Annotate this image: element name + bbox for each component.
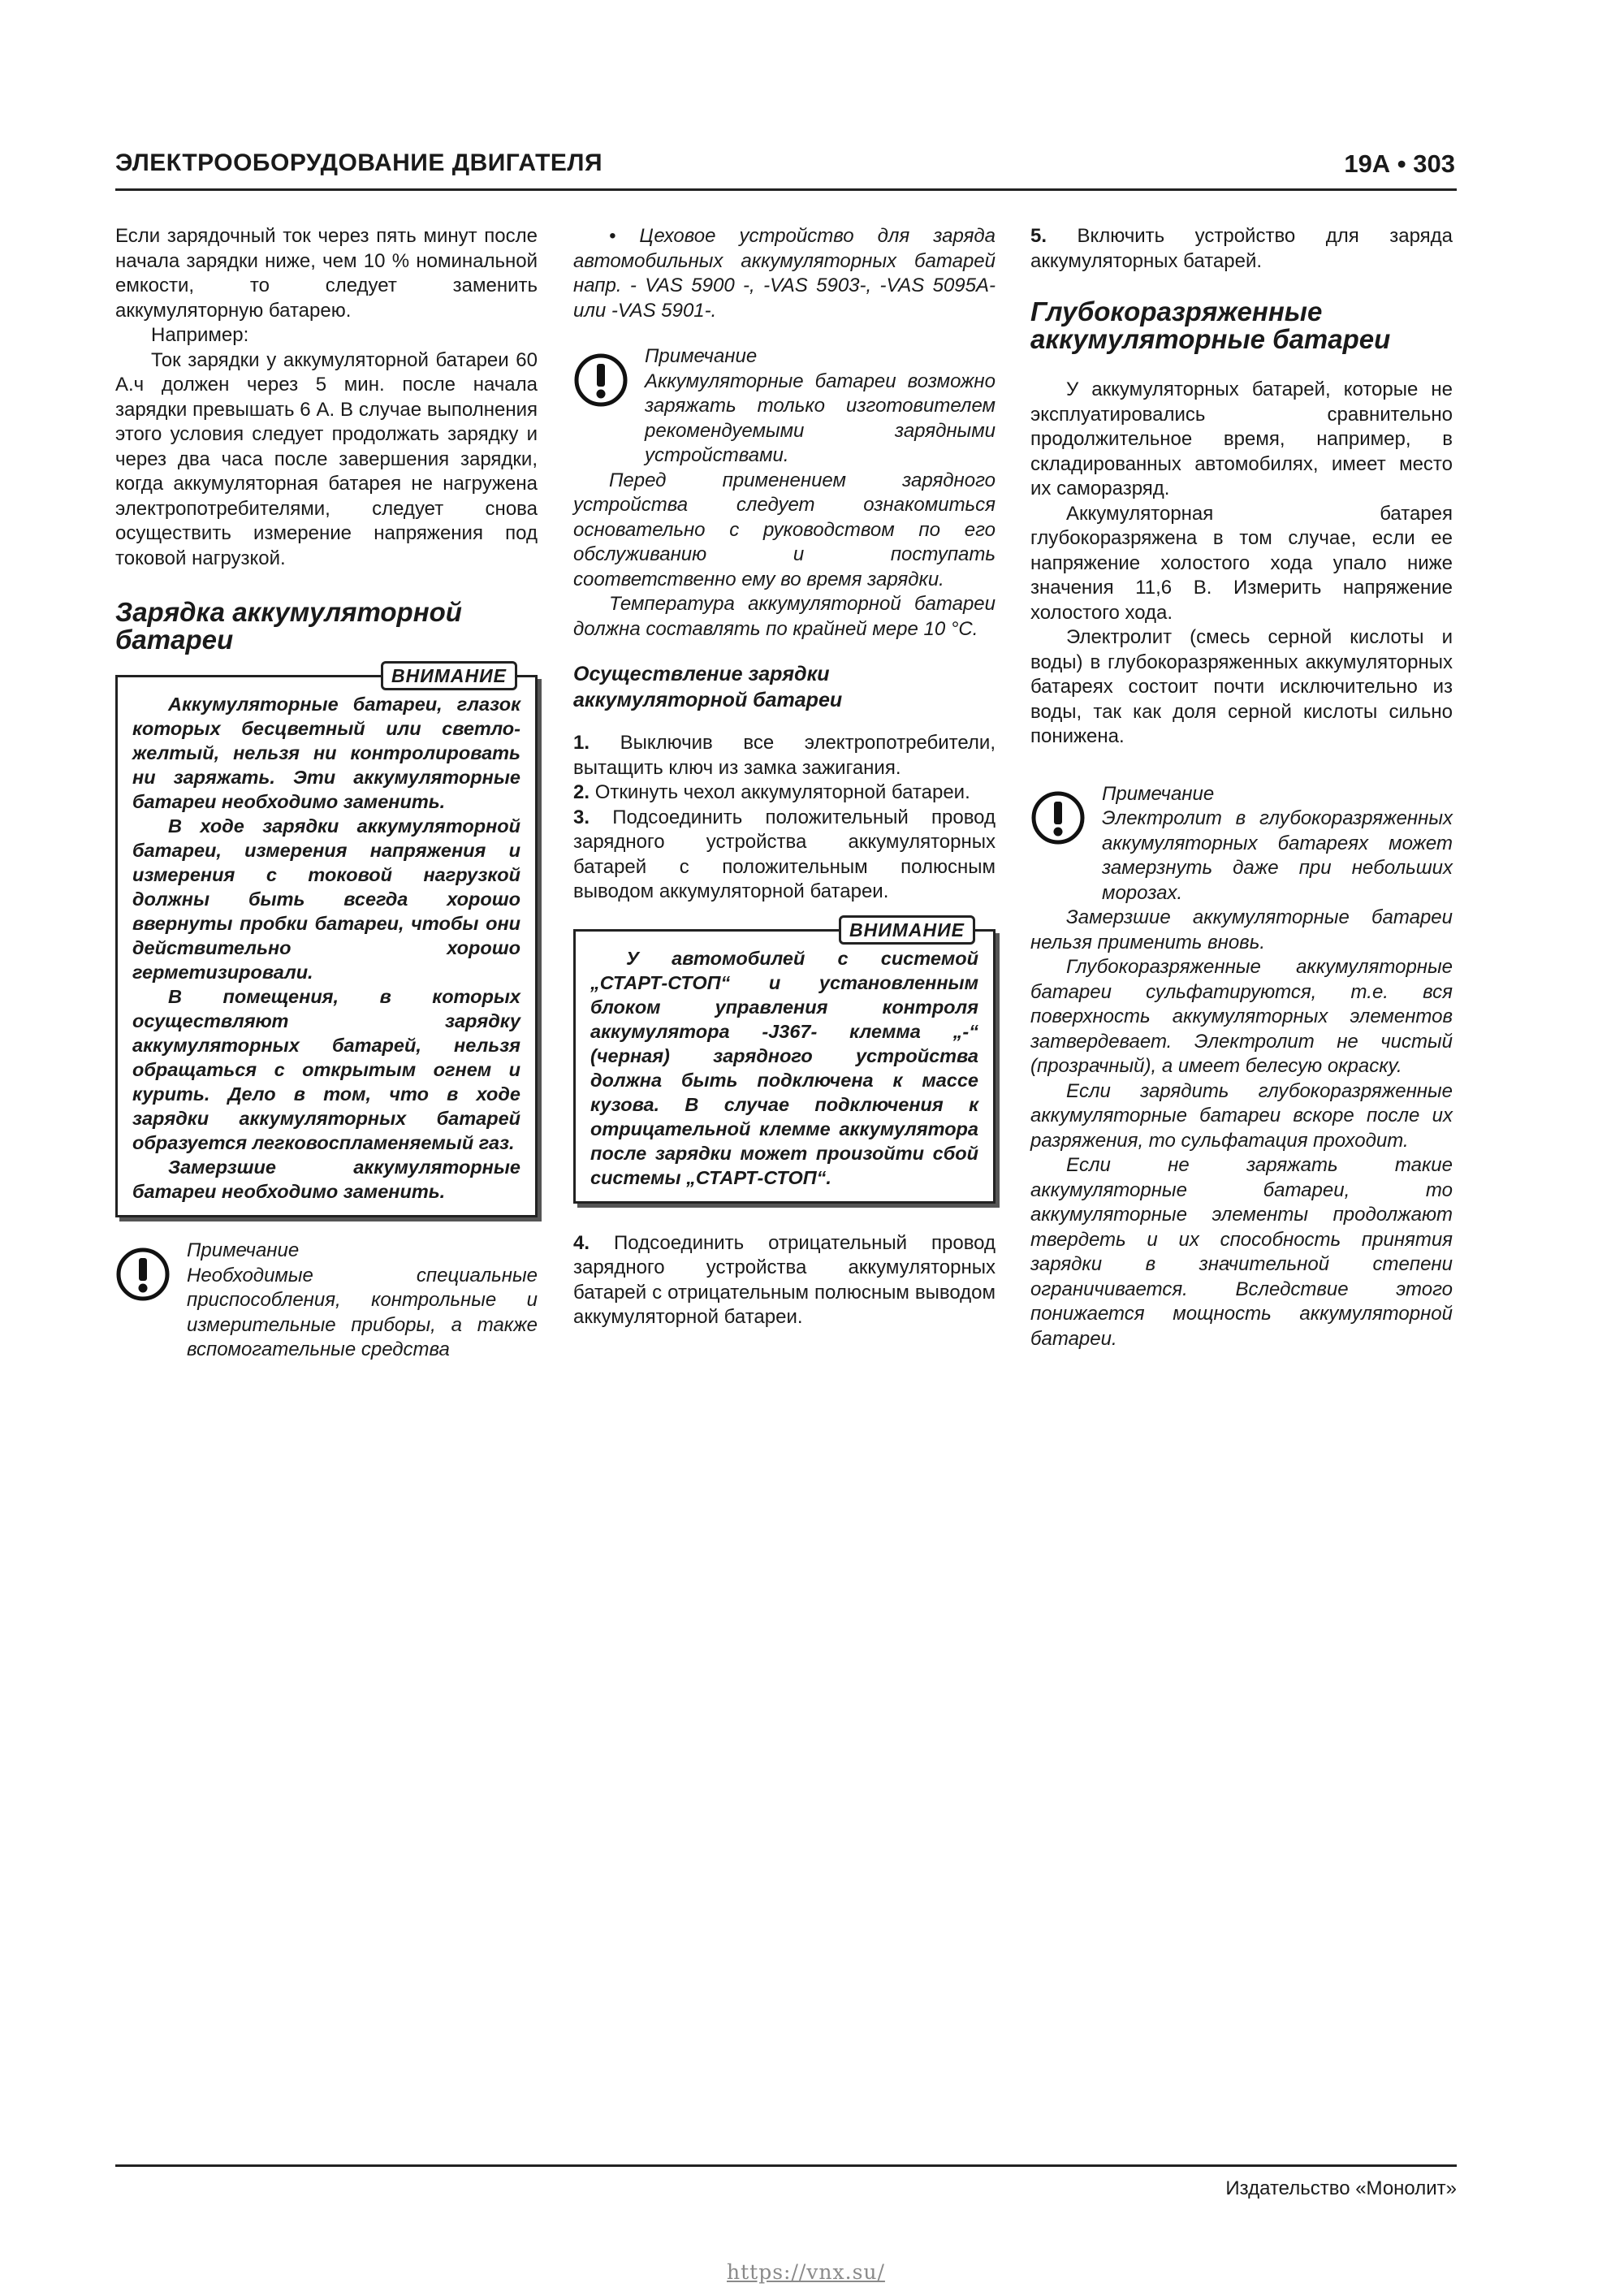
header-rule [115, 188, 1457, 191]
note-text: Необходимые специальные приспособления, контрольные и измерительные приборы, а также вспомогательные средства [187, 1264, 538, 1360]
note-text: Перед применением зарядного устройства следует ознакомиться основательно с руководством по его обслуживанию и поступать соответственно ему во время зарядки. [573, 469, 996, 590]
exclamation-icon [1030, 790, 1086, 845]
watermark-url[interactable]: https://vnx.su/ [727, 2260, 885, 2284]
chapter-title: ЭЛЕКТРООБОРУДОВАНИЕ ДВИГАТЕЛЯ [115, 149, 603, 176]
note-text: Аккумуляторные батареи возможно заряжать только изготовителем рекомендуемыми зарядными устройствами. [645, 370, 996, 466]
column-3 [1030, 224, 1453, 1351]
note-text: Замерзшие аккумуляторные батареи нельзя применить вновь. [1030, 906, 1453, 953]
warning-text: У автомобилей с системой „СТАРТ-СТОП“ и установленным блоком управления контроля аккумулятора -J367- клемма „-“ (черная) зарядного устройства должна быть подключена к массе кузова. В случае подключения к отрицательной клемме аккумулятора после зарядки может произойти сбой системы „СТАРТ-СТОП“. [590, 947, 978, 1188]
warning-label: ВНИМАНИЕ [381, 661, 517, 690]
note-text: Электролит в глубокоразряженных аккумуляторных батареях может замерзнуть даже при небольших морозах. [1102, 807, 1453, 904]
note-block [115, 1239, 538, 1363]
paragraph: Аккумуляторная батарея глубокоразряжена в том случае, если ее напряжение холостого хода упало ниже значения 11,6 В. Измерить напряжение холостого хода. [1030, 502, 1453, 624]
section-title: Зарядка аккумуляторной батареи [115, 597, 462, 655]
bullet-item: • Цеховое устройство для заряда автомобильных аккумуляторных батарей напр. - VAS 5900 -, -VAS 5903-, -VAS 5095A- или -VAS 5901-. [573, 225, 996, 322]
paragraph: Если зарядочный ток через пять минут после начала зарядки ниже, чем 10 % номинальной емкости, то следует заменить аккумуляторную батарею. [115, 225, 538, 322]
page-header [115, 146, 1455, 195]
subheading: Осуществление зарядки аккумуляторной батареи [573, 663, 843, 711]
step-item: 4. Подсоединить отрицательный провод зарядного устройства аккумуляторных батарей с отрицательным полюсным выводом аккумуляторной батареи. [573, 1231, 996, 1328]
warning-text: Замерзшие аккумуляторные батареи необходимо заменить. [132, 1157, 520, 1202]
note-heading: Примечание [645, 345, 758, 367]
note-text: Если зарядить глубокоразряженные аккумуляторные батареи вскоре после их разряжения, то сульфатация проходит. [1030, 1079, 1453, 1152]
warning-text: Аккумуляторные батареи, глазок которых бесцветный или светло-желтый, нельзя ни контролировать ни заряжать. Эти аккумуляторные батареи необходимо заменить. [132, 694, 520, 812]
note-text: Температура аккумуляторной батареи должна составлять по крайней мере 10 °С. [573, 593, 996, 640]
exclamation-icon [115, 1247, 171, 1302]
warning-text: В помещения, в которых осуществляют зарядку аккумуляторных батарей, нельзя обращаться с открытым огнем и курить. Дело в том, что в ходе зарядки аккумуляторных батарей образуется легковоспламеняемый газ. [132, 986, 520, 1153]
warning-box [573, 919, 996, 1204]
step-item: 3. Подсоединить положительный провод зарядного устройства аккумуляторных батарей с положительным полюсным выводом аккумуляторной батареи. [573, 806, 996, 902]
page-number: 19А • 303 [1344, 149, 1455, 178]
step-item: 5. Включить устройство для заряда аккумуляторных батарей. [1030, 225, 1453, 272]
exclamation-icon [573, 352, 628, 408]
note-text: Глубокоразряженные аккумуляторные батареи сульфатируются, т.е. вся поверхность аккумуляторных элементов затвердевает. Электролит не чистый (прозрачный), а имеет белесую окраску. [1030, 956, 1453, 1077]
column-1 [115, 224, 538, 1363]
paragraph: Ток зарядки у аккумуляторной батареи 60 А.ч должен через 5 мин. после начала зарядки превышать 6 А. В случае выполнения этого условия следует продолжать зарядку и через два часа после завершения зарядки, когда аккумуляторная батарея не нагружена электропотребителями, следует снова осуществить измерение напряжения под токовой нагрузкой. [115, 348, 538, 569]
note-block [1030, 782, 1453, 1352]
paragraph: Например: [151, 324, 249, 346]
paragraph: У аккумуляторных батарей, которые не эксплуатировались сравнительно продолжительное время, например, в складированных автомобилях, имеет место их саморазряд. [1030, 378, 1453, 499]
publisher-credit: Издательство «Монолит» [1225, 2177, 1457, 2199]
section-title: Глубокоразряженные аккумуляторные батареи [1030, 296, 1391, 354]
footer-rule [115, 2164, 1457, 2167]
warning-text: В ходе зарядки аккумуляторной батареи, измерения напряжения и измерения с токовой нагрузкой должны быть всегда хорошо ввернуты пробки батареи, чтобы они действительно хорошо герметизировали. [132, 815, 520, 983]
step-item: 1. Выключив все электропотребители, вытащить ключ из замка зажигания. [573, 732, 996, 779]
paragraph: Электролит (смесь серной кислоты и воды) в глубокоразряженных аккумуляторных батареях состоит почти исключительно из воды, так как доля серной кислоты сильно понижена. [1030, 626, 1453, 747]
note-heading: Примечание [187, 1239, 300, 1261]
note-text: Если не заряжать такие аккумуляторные батареи, то аккумуляторные элементы продолжают твердеть и их способность принятия зарядки в значительной степени ограничивается. Вследствие этого понижается мощность аккумуляторной батареи. [1030, 1154, 1453, 1350]
note-block [573, 344, 996, 642]
step-item: 2. Откинуть чехол аккумуляторной батареи. [573, 781, 970, 803]
warning-label: ВНИМАНИЕ [839, 915, 975, 945]
note-heading: Примечание [1102, 782, 1215, 805]
column-2 [573, 224, 996, 1330]
warning-box [115, 665, 538, 1217]
